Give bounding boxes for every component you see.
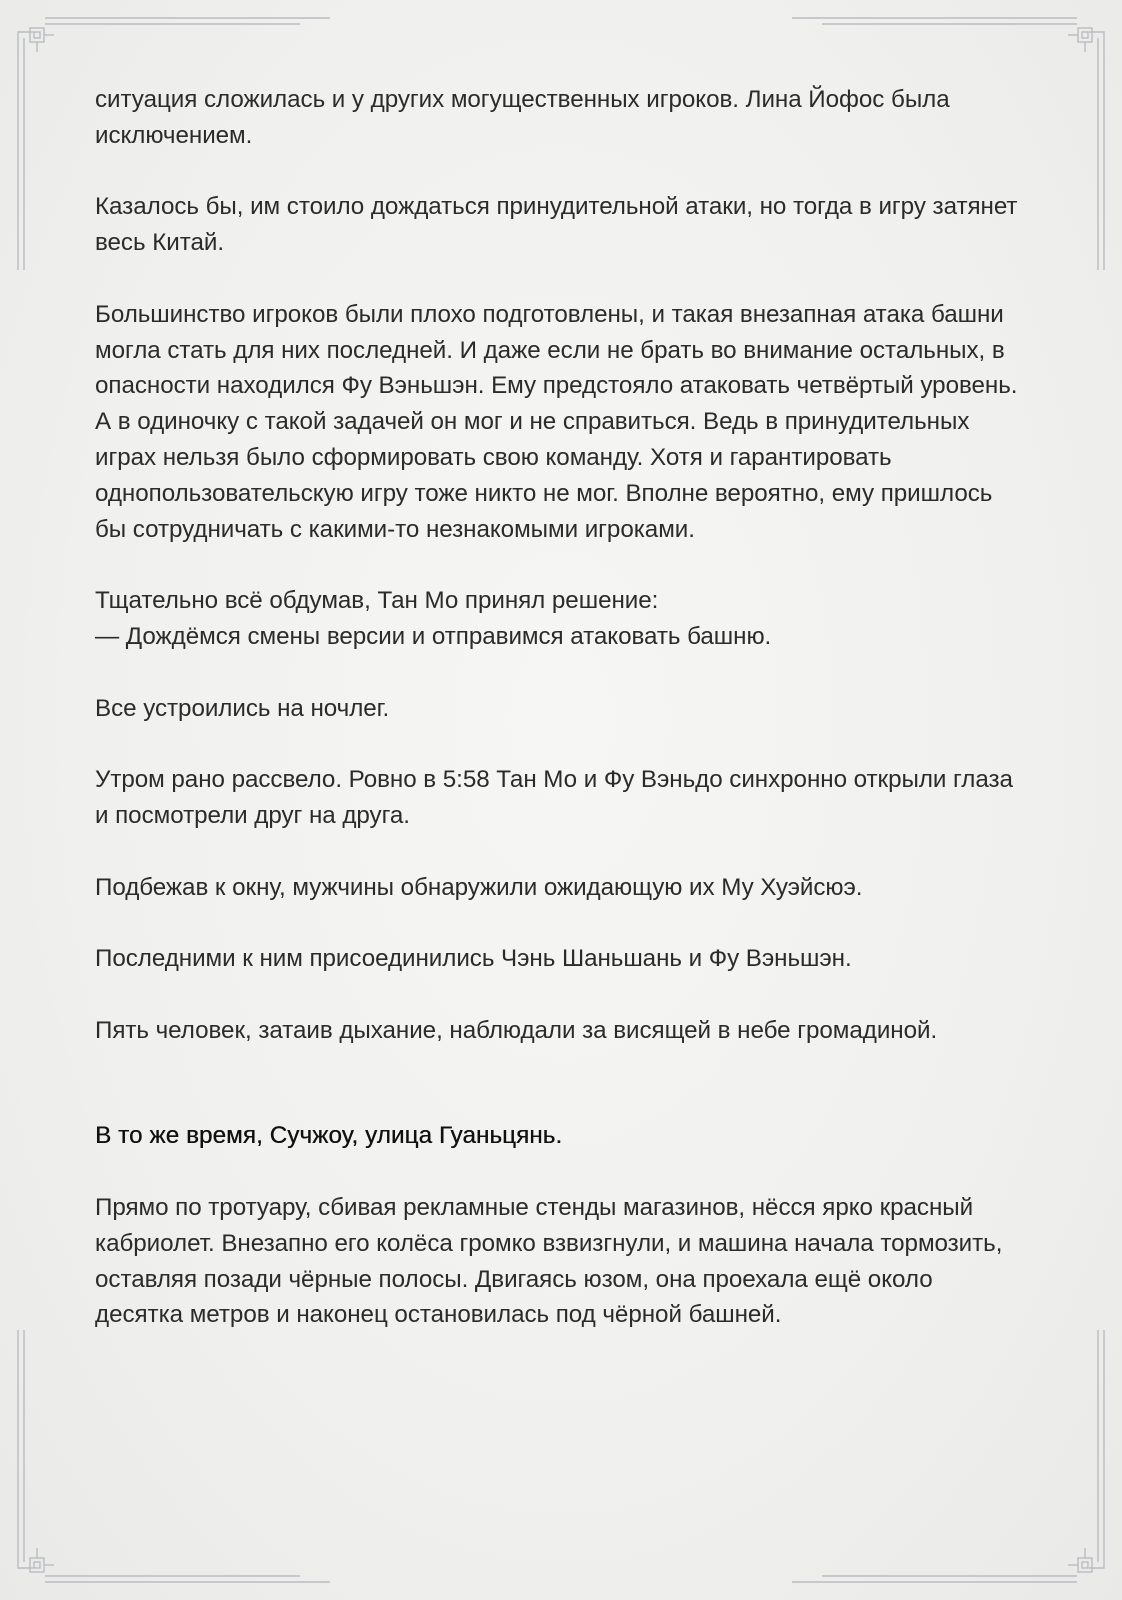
paragraph-9: Пять человек, затаив дыхание, наблюдали за висящей в небе громадиной.	[95, 1016, 938, 1044]
scene-heading: В то же время, Сучжоу, улица Гуаньцянь.	[95, 1122, 563, 1150]
paragraph-4-dialogue: — Дождёмся смены версии и отправимся атаковать башню.	[95, 622, 772, 650]
document-body	[95, 82, 1025, 1369]
paragraph-8: Последними к ним присоединились Чэнь Шаньшань и Фу Вэньшэн.	[95, 945, 852, 973]
paragraph-4-line-1: Тщательно всё обдумав, Тан Мо принял решение:	[95, 587, 659, 615]
paragraph-10: Прямо по тротуару, сбивая рекламные стенды магазинов, нёсся ярко красный кабриолет. Внезапно его колёса громко взвизгнули, и машина начала тормозить, оставляя позади чёрные полосы. Двигаясь юзом, она проехала ещё около десятка метров и наконец остановилась под чёрной башней.	[95, 1193, 1003, 1329]
paragraph-2: Казалось бы, им стоило дождаться принудительной атаки, но тогда в игру затянет весь Китай.	[95, 193, 1018, 257]
paragraph-6: Утром рано рассвело. Ровно в 5:58 Тан Мо и Фу Вэньдо синхронно открыли глаза и посмотрели друг на друга.	[95, 766, 1013, 829]
paragraph-7: Подбежав к окну, мужчины обнаружили ожидающую их Му Хуэйсюэ.	[95, 873, 863, 901]
section-spacer	[95, 1084, 1025, 1118]
paragraph-5: Все устроились на ночлег.	[95, 694, 390, 722]
paragraph-3: Большинство игроков были плохо подготовлены, и такая внезапная атака башни могла стать для них последней. И даже если не брать во внимание остальных, в опасности находился Фу Вэньшэн. Ему предстояло атаковать четвёртый уровень. А в одиночку с такой задачей он мог и не справиться. Ведь в принудительных играх нельзя было сформировать свою команду. Хотя и гарантировать однопользовательскую игру тоже никто не мог. Вполне вероятно, ему пришлось бы сотрудничать с какими-то незнакомыми игроками.	[95, 300, 1018, 543]
paragraph-1: ситуация сложилась и у других могущественных игроков. Лина Йофос была исключением.	[95, 86, 950, 149]
